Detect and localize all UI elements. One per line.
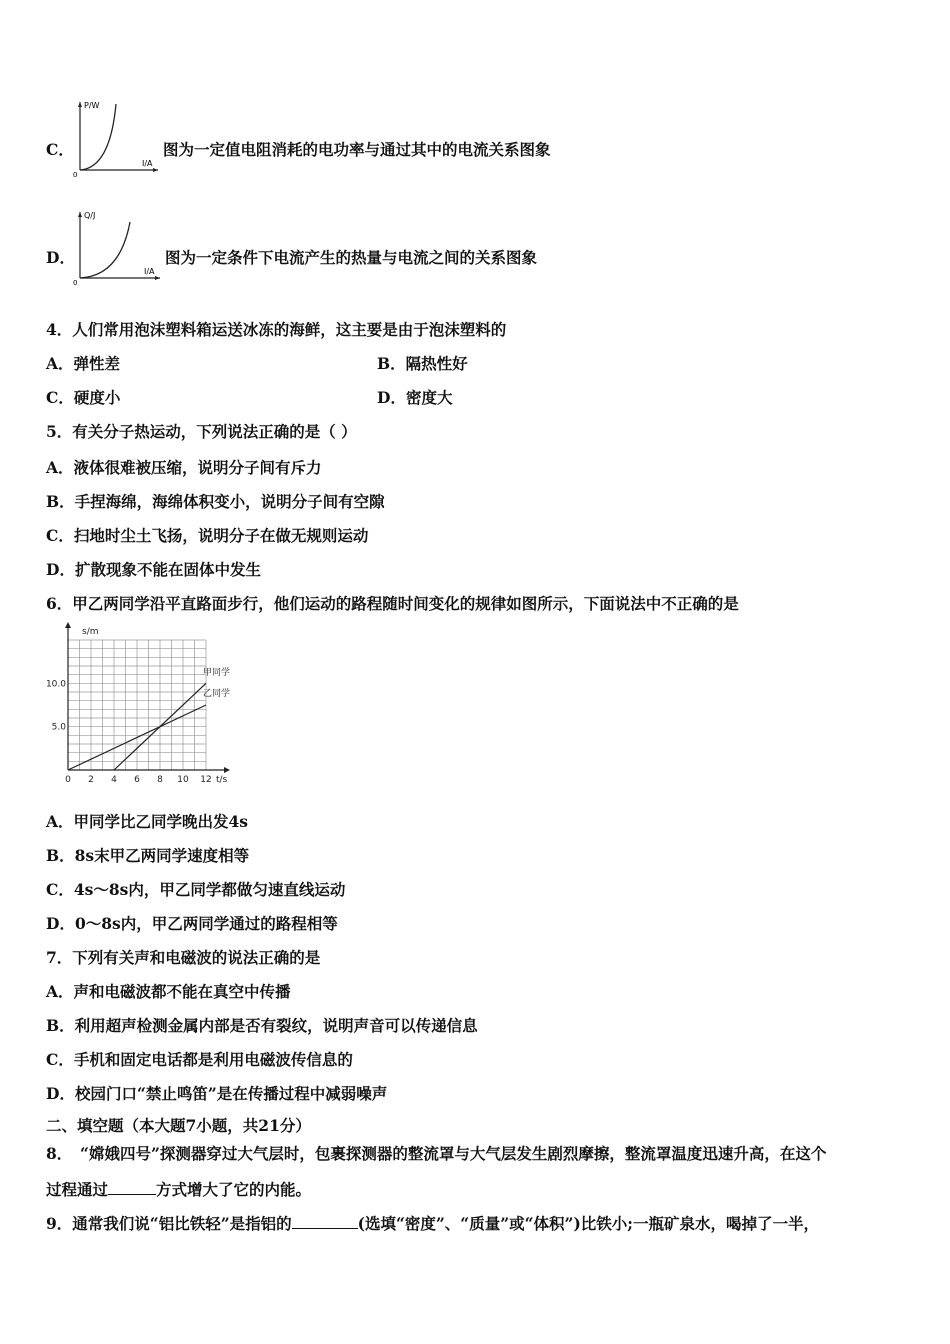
option-label: D． [46,248,75,267]
option-c: C．扫地时尘土飞扬，说明分子在做无规则运动 [46,526,369,545]
y-axis-arrow [65,622,71,628]
x-axis-label: I/A [144,267,155,276]
option-b: B．隔热性好 [377,354,468,373]
x-axis-label: t/s [216,775,228,785]
x-tick-label: 4 [111,775,117,785]
option-label: C． [46,140,74,159]
question-stem: 6．甲乙两同学沿平直路面步行，他们运动的路程随时间变化的规律如图所示，下面说法中不正确的是 [46,594,739,613]
option-a: A．甲同学比乙同学晚出发4s [46,812,249,831]
x-tick-label: 8 [157,775,163,785]
question-line-2 [46,1180,311,1200]
option-a: A．声和电磁波都不能在真空中传播 [46,982,291,1001]
option-b: B．利用超声检测金属内部是否有裂纹，说明声音可以传递信息 [46,1016,478,1035]
option-b: B．8s末甲乙两同学速度相等 [46,846,250,865]
x-tick-label: 0 [65,775,71,785]
distance-time-chart [42,620,232,785]
y-tick-label: 10.0 [45,679,66,690]
question-stem: 5．有关分子热运动，下列说法正确的是（ ） [46,422,357,441]
chart-grid [68,640,206,770]
heat-current-graph [70,208,165,286]
option-d: D．校园门口“禁止鸣笛”是在传播过程中减弱噪声 [46,1084,388,1103]
x-tick-label: 2 [88,775,94,785]
option-d: D．0～8s内，甲乙两同学通过的路程相等 [46,914,338,933]
x-axis-arrow [224,767,230,773]
option-a: A．弹性差 [46,354,121,373]
question-line-1 [46,1214,819,1234]
option-d: D．扩散现象不能在固体中发生 [46,560,261,579]
answer-blank[interactable] [292,1214,358,1229]
text-after-blank: (选填“密度”、“质量”或“体积”)比铁小;一瓶矿泉水，喝掉了一半， [357,1214,820,1233]
x-tick-label: 12 [200,775,212,785]
option-b: B．手捏海绵，海绵体积变小，说明分子间有空隙 [46,492,385,511]
section-title: 二、填空题（本大题7小题，共21分） [46,1116,311,1135]
option-c: C．4s～8s内，甲乙同学都做匀速直线运动 [46,880,346,899]
option-c: C．硬度小 [46,388,121,407]
answer-blank[interactable] [108,1180,156,1195]
x-axis-label: I/A [142,159,153,168]
series-label: 乙同学 [203,689,231,699]
question-stem: 7．下列有关声和电磁波的说法正确的是 [46,948,321,967]
text-before-blank: 过程通过 [46,1180,109,1199]
question-line-1: 8． “嫦娥四号”探测器穿过大气层时，包裹探测器的整流罩与大气层发生剧烈摩擦，整流罩温度迅速升高，在这个 [46,1144,827,1163]
option-text: 图为一定值电阻消耗的电功率与通过其中的电流关系图象 [163,140,551,159]
text-after-blank: 方式增大了它的内能。 [156,1180,312,1199]
y-axis-label: P/W [84,101,100,110]
origin-label: 0 [73,171,78,178]
question-stem: 4．人们常用泡沫塑料箱运送冰冻的海鲜，这主要是由于泡沫塑料的 [46,320,507,339]
power-current-graph [70,98,162,178]
x-tick-label: 10 [177,775,189,785]
series-label: 甲同学 [203,668,231,678]
y-axis-label: s/m [82,627,99,637]
y-axis-label: Q/J [84,211,96,220]
x-tick-label: 6 [134,775,140,785]
origin-label: 0 [73,279,78,286]
option-text: 图为一定条件下电流产生的热量与电流之间的关系图象 [165,248,538,267]
y-tick-label: 5.0 [51,722,66,733]
option-d: D．密度大 [377,388,453,407]
option-a: A．液体很难被压缩，说明分子间有斥力 [46,458,322,477]
option-c: C．手机和固定电话都是利用电磁波传信息的 [46,1050,353,1069]
text-before-blank: 9．通常我们说“铝比铁轻”是指铝的 [46,1214,292,1233]
